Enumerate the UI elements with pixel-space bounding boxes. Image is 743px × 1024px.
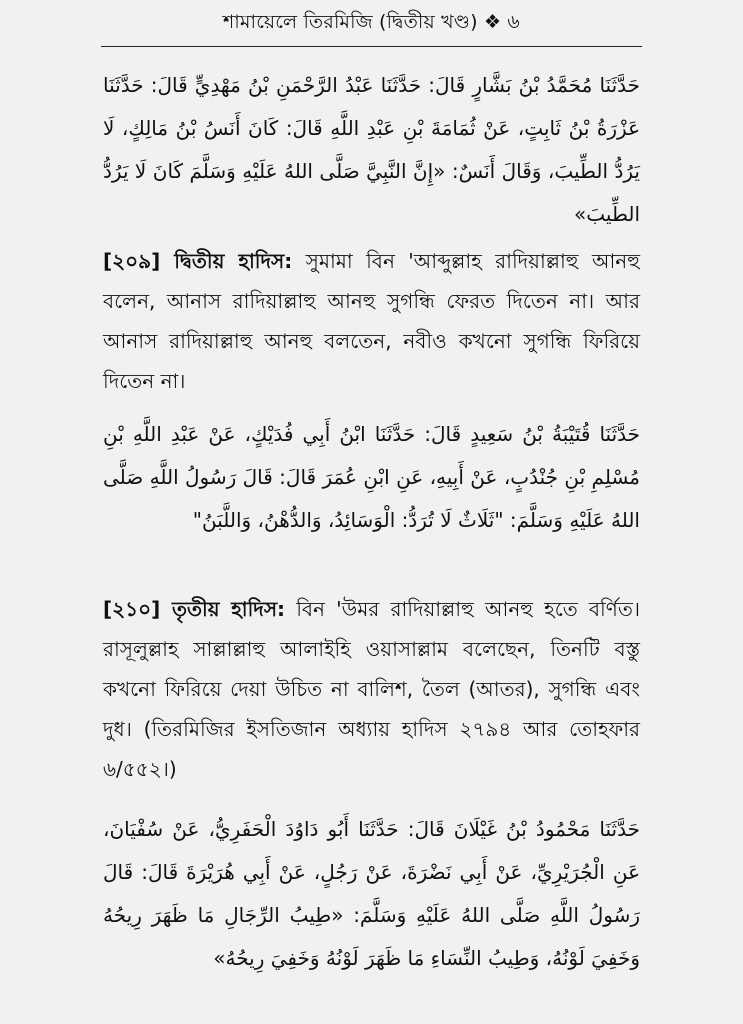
arabic-paragraph: حَدَّثَنَا قُتَيْبَةُ بْنُ سَعِيدٍ قَالَ: حَدَّثَنَا ابْنُ أَبِي فُدَيْكٍ، عَنْ عَبْدِ اللَّهِ بْنِ مُسْلِمِ بْنِ جُنْدُبٍ، عَنْ أَبِيهِ، عَنِ ابْنِ عُمَرَ قَالَ: قَالَ رَسُولُ اللَّهِ صَلَّى اللهُ عَلَيْهِ وَسَلَّمَ: "ثَلَاثٌ لَا تُرَدُّ: الْوَسَائِدُ، وَالدُّهْنُ، وَاللَّبَنُ" bbox=[103, 422, 640, 532]
running-header: শামায়েলে তিরমিজি (দ্বিতীয় খণ্ড) ❖ ৬ bbox=[222, 11, 520, 33]
arabic-text-1 bbox=[103, 64, 640, 236]
arabic-text-3 bbox=[103, 808, 640, 980]
arabic-paragraph: حَدَّثَنَا مَحْمُودُ بْنُ غَيْلَانَ قَالَ: حَدَّثَنَا أَبُو دَاوُدَ الْحَفَرِيُّ، عَنْ سُفْيَانَ، عَنِ الْجُرَيْرِيِّ، عَنْ أَبِي نَضْرَةَ، عَنْ رَجُلٍ، عَنْ أَبِي هُرَيْرَةَ قَالَ: قَالَ رَسُولُ اللَّهِ صَلَّى اللهُ عَلَيْهِ وَسَلَّمَ: «طِيبُ الرِّجَالِ مَا ظَهَرَ رِيحُهُ وَخَفِيَ لَوْنُهُ، وَطِيبُ النِّسَاءِ مَا ظَهَرَ لَوْنُهُ وَخَفِيَ رِيحُهُ» bbox=[103, 817, 640, 970]
hadith-heading: [২১০] তৃতীয় হাদিস: bbox=[103, 597, 286, 621]
hadith-translation: সুমামা বিন 'আব্দুল্লাহ রাদিয়াল্লাহু আনহু বলেন, আনাস রাদিয়াল্লাহু আনহু সুগন্ধি ফেরত দিতেন না। আর আনাস রাদিয়াল্লাহু আনহু বলতেন, নবীও কখনো সুগন্ধি ফিরিয়ে দিতেন না। bbox=[103, 249, 641, 393]
header-divider bbox=[101, 46, 642, 47]
arabic-text-2 bbox=[103, 413, 640, 542]
hadith-210 bbox=[103, 589, 640, 789]
bengali-paragraph bbox=[103, 241, 640, 401]
hadith-translation: বিন 'উমর রাদিয়াল্লাহু আনহু হতে বর্ণিত। রাসূলুল্লাহ সাল্লাল্লাহু আলাইহি ওয়াসাল্লাম বলেছেন, তিনটি বস্তু কখনো ফিরিয়ে দেয়া উচিত না বালিশ, তৈল (আতর), সুগন্ধি এবং দুধ। (তিরমিজির ইসতিজান অধ্যায় হাদিস ২৭৯৪ আর তোহফার ৬/৫৫২।) bbox=[103, 597, 640, 781]
arabic-paragraph: حَدَّثَنَا مُحَمَّدُ بْنُ بَشَّارٍ قَالَ: حَدَّثَنَا عَبْدُ الرَّحْمَنِ بْنُ مَهْدِيٍّ قَالَ: حَدَّثَنَا عَزْرَةُ بْنُ ثَابِتٍ، عَنْ ثُمَامَةَ بْنِ عَبْدِ اللَّهِ قَالَ: كَانَ أَنَسُ بْنُ مَالِكٍ، لَا يَرُدُّ الطِّيبَ، وَقَالَ أَنَسٌ: «إِنَّ النَّبِيَّ صَلَّى اللهُ عَلَيْهِ وَسَلَّمَ كَانَ لَا يَرُدُّ الطِّيبَ» bbox=[103, 73, 640, 226]
hadith-209 bbox=[103, 241, 640, 401]
bengali-paragraph bbox=[103, 589, 640, 789]
hadith-heading: [২০৯] দ্বিতীয় হাদিস: bbox=[103, 249, 293, 273]
